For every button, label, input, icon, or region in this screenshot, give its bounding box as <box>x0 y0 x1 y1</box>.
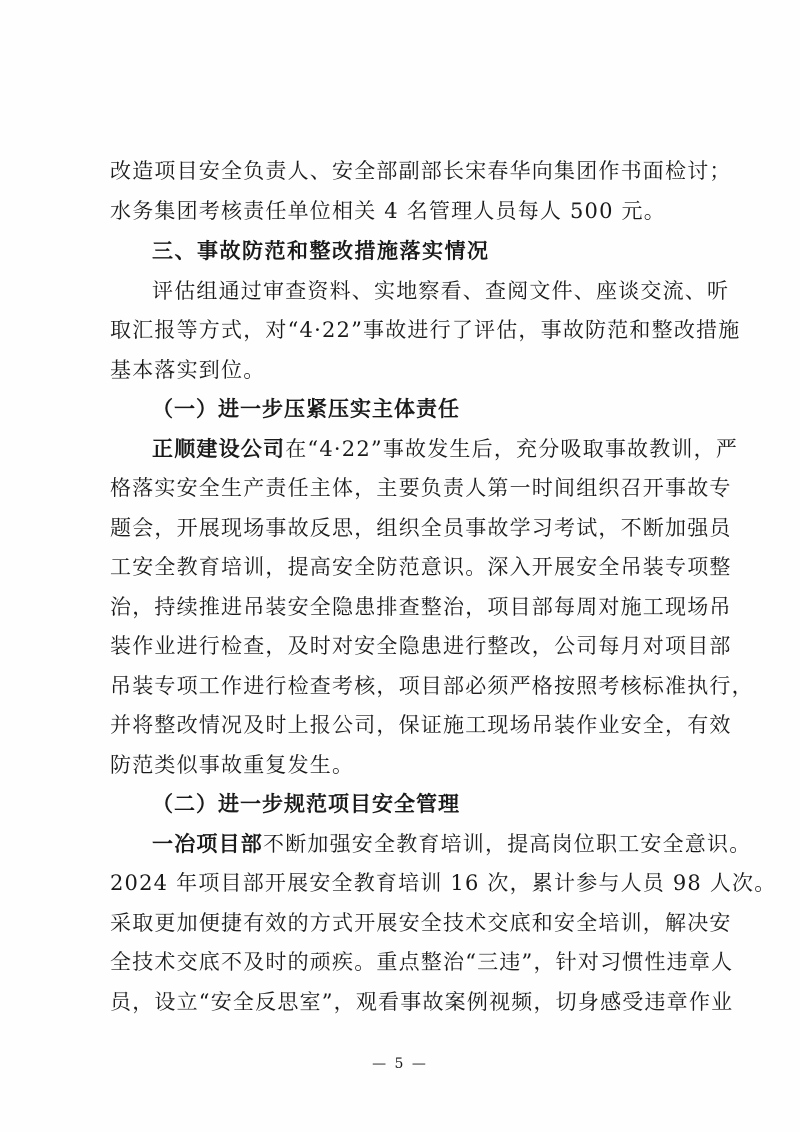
body-text-line: 防范类似事故重复发生。 <box>110 753 355 777</box>
body-text-line: 装作业进行检查，及时对安全隐患进行整改，公司每月对项目部 <box>110 634 732 658</box>
lead-term: 正顺建设公司 <box>152 436 286 461</box>
body-text-line: 评估组通过审查资料、实地察看、查阅文件、座谈交流、听 <box>152 279 730 303</box>
body-text-line: 全技术交底不及时的顽疾。重点整治“三违”，针对习惯性违章人 <box>110 950 734 974</box>
body-text-line: 并将整改情况及时上报公司，保证施工现场吊装作业安全，有效 <box>110 713 732 737</box>
body-text-line: 改造项目安全负责人、安全部副部长宋春华向集团作书面检讨； <box>110 159 732 183</box>
body-text-line: 工安全教育培训，提高安全防范意识。深入开展安全吊装专项整 <box>110 555 732 579</box>
body-text-line: 2024 年项目部开展安全教育培训 16 次，累计参与人员 98 人次。 <box>110 871 777 895</box>
body-text-line: 题会，开展现场事故反思，组织全员事故学习考试，不断加强员 <box>110 516 732 540</box>
body-text-line <box>152 829 752 859</box>
body-text-line: 取汇报等方式，对“4·22”事故进行了评估，事故防范和整改措施 <box>110 318 741 342</box>
body-text-line: 格落实安全生产责任主体，主要负责人第一时间组织召开事故专 <box>110 476 732 500</box>
subsection-heading: （一）进一步压紧压实主体责任 <box>152 396 460 421</box>
lead-term: 一冶项目部 <box>152 831 263 856</box>
body-text-line: 水务集团考核责任单位相关 4 名管理人员每人 500 元。 <box>110 199 666 223</box>
body-text-line: 治，持续推进吊装安全隐患排查整治，项目部每周对施工现场吊 <box>110 595 732 619</box>
page-number: — 5 — <box>372 1056 428 1072</box>
subsection-heading: （二）进一步规范项目安全管理 <box>152 791 460 816</box>
body-text: 不断加强安全教育培训，提高岗位职工安全意识。 <box>263 832 752 856</box>
body-text-line <box>152 434 739 464</box>
body-text-line: 基本落实到位。 <box>110 358 266 382</box>
section-heading: 三、事故防范和整改措施落实情况 <box>152 239 490 263</box>
body-text-line: 员，设立“安全反思室”，观看事故案例视频，切身感受违章作业 <box>110 990 734 1014</box>
body-text-line: 采取更加便捷有效的方式开展安全技术交底和安全培训，解决安 <box>110 911 732 935</box>
body-text-line: 吊装专项工作进行检查考核，项目部必须严格按照考核标准执行， <box>110 674 754 698</box>
body-text: 在“4·22”事故发生后，充分吸取事故教训，严 <box>285 437 739 461</box>
